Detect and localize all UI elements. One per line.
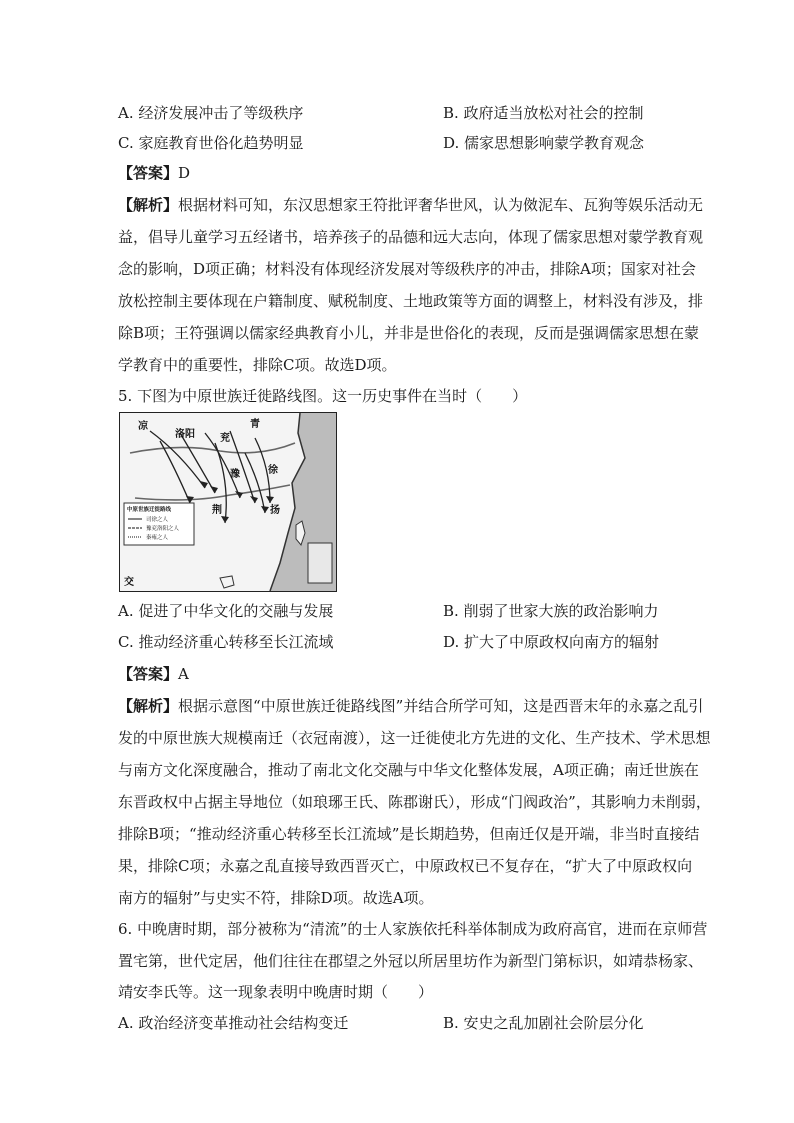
q4-analysis-line-2: 益，倡导儿童学习五经诸书，培养孩子的品德和远大志向，体现了儒家思想对蒙学教育观 [118, 228, 704, 246]
legend-item: 豫兖洛阳之人 [146, 526, 180, 532]
q5-stem: 5. 下图为中原世族迁徙路线图。这一历史事件在当时（ ） [118, 387, 528, 405]
q5-option-b: B. 削弱了世家大族的政治影响力 [443, 602, 659, 620]
q4-answer [118, 163, 190, 183]
yellow-river [130, 443, 295, 453]
place-label: 洛阳 [175, 429, 195, 440]
place-label: 凉 [138, 421, 148, 432]
answer-label: 【答案】 [118, 665, 179, 683]
hainan-island [220, 576, 234, 588]
q5-analysis-line-4: 东晋政权中占据主导地位（如琅琊王氏、陈郡谢氏），形成“门阀政治”，其影响力未削弱， [118, 793, 711, 811]
q5-option-a: A. 促进了中华文化的交融与发展 [118, 602, 334, 620]
place-label: 青 [250, 419, 260, 430]
q6-stem-line-2: 置宅第，世代定居，他们往往在郡望之外冠以所居里坊作为新型门第标识，如靖恭杨家、 [118, 952, 704, 970]
q6-option-b: B. 安史之乱加剧社会阶层分化 [443, 1014, 644, 1032]
analysis-label: 【解析】 [118, 697, 179, 715]
place-label: 豫 [230, 469, 240, 480]
analysis-label: 【解析】 [118, 196, 179, 214]
legend-item: 秦雍之人 [146, 535, 169, 541]
q6-option-a: A. 政治经济变革推动社会结构变迁 [118, 1014, 349, 1032]
q4-analysis-line-6: 学教育中的重要性，排除C项。故选D项。 [118, 356, 397, 374]
q4-option-a: A. 经济发展冲击了等级秩序 [118, 104, 304, 122]
place-label: 扬 [270, 505, 280, 516]
answer-value: D [178, 164, 191, 182]
q4-option-b: B. 政府适当放松对社会的控制 [443, 104, 644, 122]
q6-stem-line-1: 6. 中晚唐时期，部分被称为“清流”的士人家族依托科举体制成为政府高官，进而在京师营 [118, 920, 708, 938]
q5-analysis-line-1 [118, 696, 703, 716]
q5-analysis-line-7: 南方的辐射”与史实不符，排除D项。故选A项。 [118, 889, 434, 907]
migration-map [119, 412, 337, 592]
q5-analysis-line-2: 发的中原世族大规模南迁（衣冠南渡），这一迁徙使北方先进的文化、生产技术、学术思想 [118, 729, 711, 747]
south-sea-inset [308, 543, 332, 583]
q5-option-d: D. 扩大了中原政权向南方的辐射 [443, 633, 660, 651]
q4-analysis-line-3: 念的影响，D项正确；材料没有体现经济发展对等级秩序的冲击，排除A项；国家对社会 [118, 260, 696, 278]
place-label: 荆 [212, 505, 222, 516]
q4-option-c: C. 家庭教育世俗化趋势明显 [118, 134, 304, 152]
q4-option-d: D. 儒家思想影响蒙学教育观念 [443, 134, 645, 152]
q5-analysis-line-3: 与南方文化深度融合，推动了南北文化交融与中华文化整体发展，A项正确；南迁世族在 [118, 761, 699, 779]
migration-map-svg [120, 413, 336, 591]
answer-value: A [178, 665, 189, 683]
place-label: 兖 [220, 433, 230, 444]
arrow-heads [186, 481, 274, 523]
q5-analysis-line-6: 果，排除C项；永嘉之乱直接导致西晋灭亡，中原政权已不复存在，“扩大了中原政权向 [118, 857, 693, 875]
legend-title: 中原世族迁徙路线 [127, 507, 172, 513]
place-label: 交 [124, 577, 134, 588]
q4-analysis-line-4: 放松控制主要体现在户籍制度、赋税制度、土地政策等方面的调整上，材料没有涉及，排 [118, 292, 704, 310]
q4-analysis-line-5: 除B项；王符强调以儒家经典教育小儿，并非是世俗化的表现，反而是强调儒家思想在蒙 [118, 324, 700, 342]
place-label: 徐 [268, 465, 278, 476]
q6-stem-line-3: 靖安李氏等。这一现象表明中晚唐时期（ ） [118, 983, 434, 1001]
analysis-text: 根据材料可知，东汉思想家王符批评奢华世风，认为傚泥车、瓦狗等娱乐活动无 [178, 196, 704, 214]
q5-option-c: C. 推动经济重心转移至长江流域 [118, 633, 334, 651]
analysis-text: 根据示意图“中原世族迁徙路线图”并结合所学可知，这是西晋末年的永嘉之乱引 [178, 697, 704, 715]
answer-label: 【答案】 [118, 164, 179, 182]
q5-analysis-line-5: 排除B项；“推动经济重心转移至长江流域”是长期趋势，但南迁仅是开端，非当时直接结 [118, 825, 700, 843]
legend-item: 司徐之人 [146, 517, 169, 523]
q5-answer [118, 664, 189, 684]
q4-analysis-line-1 [118, 195, 703, 215]
